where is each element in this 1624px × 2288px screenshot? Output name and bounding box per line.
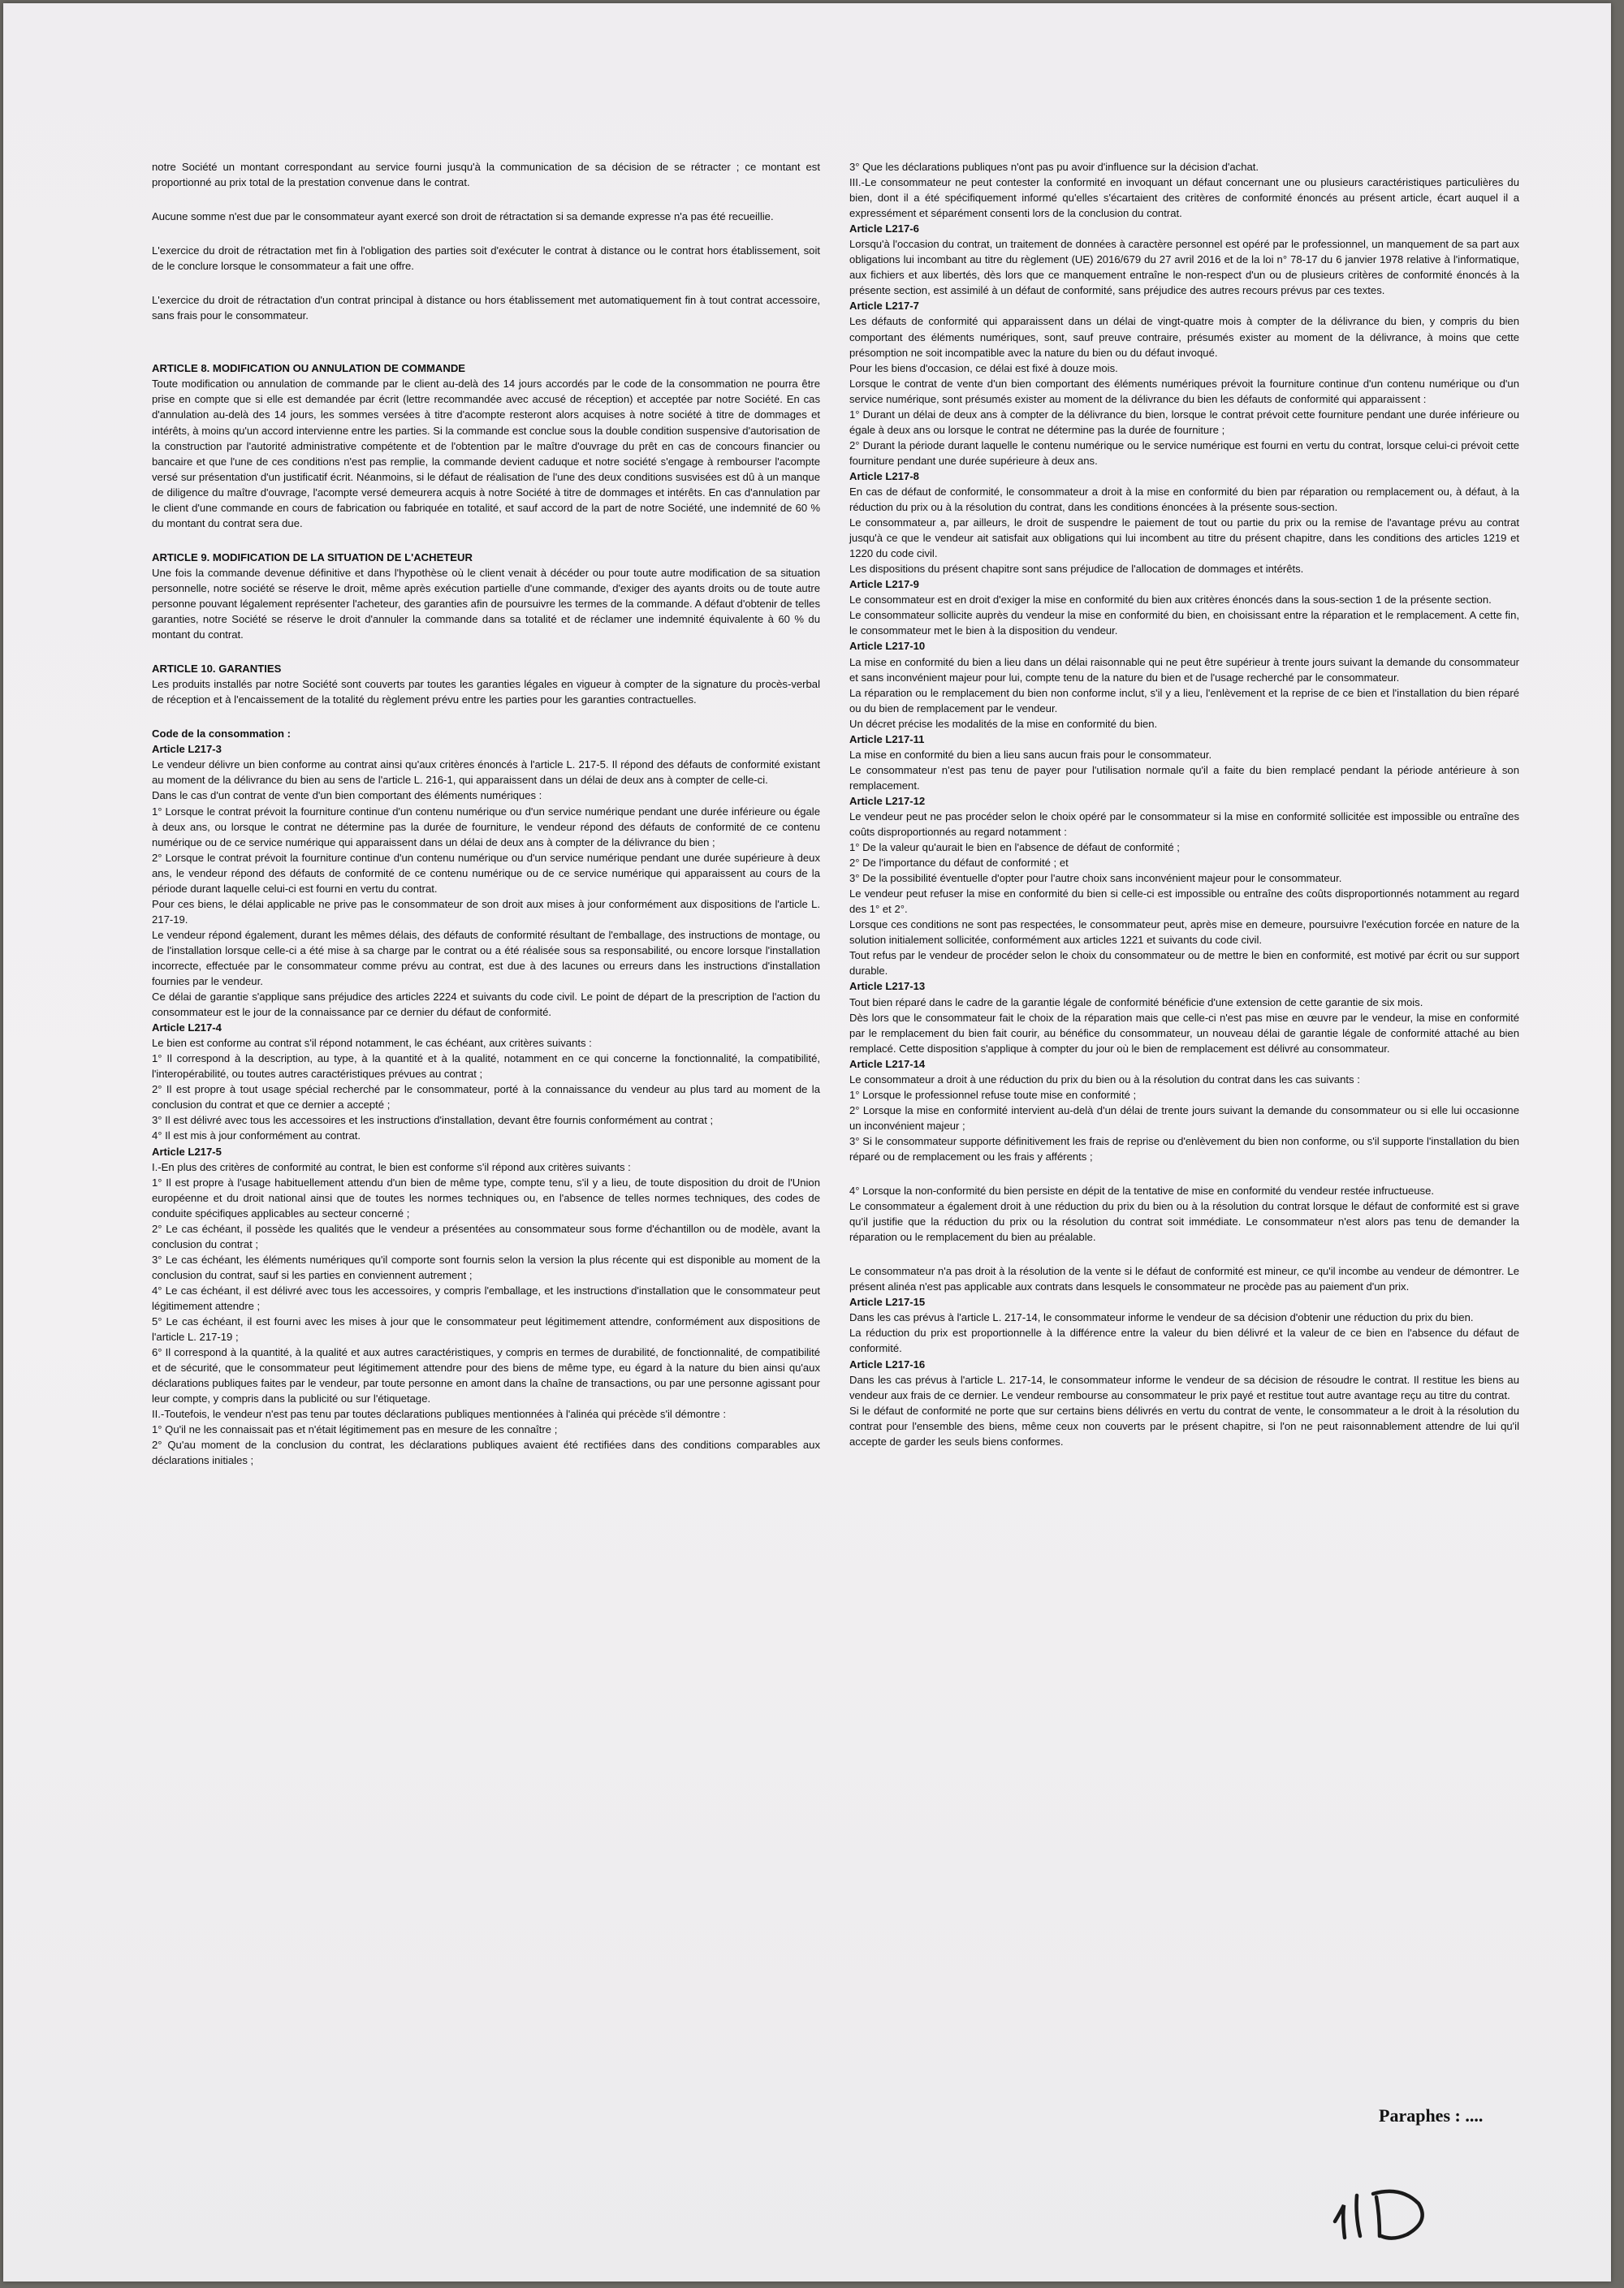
left-column (152, 159, 820, 1469)
paragraph: Le consommateur n'est pas tenu de payer pour l'utilisation normale qu'il a faite du bien remplacé pendant la période antérieure à son remplacement. (849, 763, 1519, 792)
paragraph: Le consommateur a droit à une réduction du prix du bien ou à la résolution du contrat dans les cas suivants : (849, 1073, 1360, 1086)
paragraph: Le consommateur sollicite auprès du vendeur la mise en conformité du bien, en choisissant entre la réparation et le remplacement. A cette fin, le consommateur met le bien à la disposition du vendeur. (849, 609, 1519, 637)
paragraph: 1° Qu'il ne les connaissait pas et n'était légitimement pas en mesure de les connaître ; (152, 1423, 558, 1436)
paragraph: Le vendeur répond également, durant les mêmes délais, des défauts de conformité résultant de l'emballage, des instructions de montage, ou de l'installation lorsque celle-ci a été mise à sa charge par le contrat ou a été réalisée sous sa responsabilité, ou encore lorsque l'installation incorrecte, effectuée par le consommateur comme prévu au contrat, est due à des lacunes ou erreurs dans les instructions d'installation fournies par le vendeur. (152, 928, 820, 988)
paragraph: 3° Que les déclarations publiques n'ont pas pu avoir d'influence sur la décision d'achat. (849, 161, 1259, 173)
section-l217-11 (849, 732, 1519, 793)
paragraph: 2° De l'importance du défaut de conformité ; et (849, 857, 1069, 870)
article-code-title: Article L217-16 (849, 1358, 926, 1371)
paragraph: III.-Le consommateur ne peut contester la conformité en invoquant un défaut concernant une ou plusieurs caractéristiques particulières du bien, dont il a été spécifiquement informé qu'elles s'écartaient des critères de conformité énoncés au présent article, écart auquel il a expressément et séparément consenti lors de la conclusion du contrat. (849, 176, 1519, 220)
paragraph: 1° Lorsque le contrat prévoit la fourniture continue d'un contenu numérique ou d'un service numérique pendant une durée inférieure ou égale à deux ans, ou lorsque le contrat ne détermine pas la durée de fourniture, le vendeur répond des défauts de conformité de ce contenu numérique ou de ce service numérique qui apparaissent dans un délai de deux ans à compter de la délivrance du bien ; (152, 805, 820, 848)
paragraph: 1° Durant un délai de deux ans à compter de la délivrance du bien, lorsque le contrat prévoit cette fourniture pendant une durée inférieure ou égale à deux ans ou lorsque le contrat ne détermine pas la durée de fourniture ; (849, 408, 1519, 436)
paraphes-label: Paraphes : .... (1379, 2105, 1484, 2126)
section-l217-7 (849, 298, 1519, 468)
paragraph: Dans le cas d'un contrat de vente d'un bien comportant des éléments numériques : (152, 789, 542, 802)
paragraph: 4° Lorsque la non-conformité du bien persiste en dépit de la tentative de mise en conformité du vendeur restée infructueuse. (849, 1185, 1435, 1198)
paragraph: 2° Qu'au moment de la conclusion du contrat, les déclarations publiques avaient été rectifiées dans des conditions comparables aux déclarations initiales ; (152, 1439, 820, 1467)
paragraph: 1° Il est propre à l'usage habituellement attendu d'un bien de même type, compte tenu, s'il y a lieu, de toute disposition du droit de l'Union européenne et du droit national ainsi que de toutes les normes techniques ou, en l'absence de telles normes techniques, des codes de conduite spécifiques applicables au secteur concerné ; (152, 1176, 820, 1220)
paragraph: Le vendeur peut ne pas procéder selon le choix opéré par le consommateur si la mise en conformité sollicitée est impossible ou entraîne des coûts disproportionnés au regard notamment : (849, 809, 1519, 839)
paragraph: Le consommateur n'a pas droit à la résolution de la vente si le défaut de conformité est mineur, ce qu'il incombe au vendeur de démontrer. Le présent alinéa n'est pas applicable aux contrats dans lesquels le consommateur ne procède pas au paiement d'un prix. (849, 1265, 1519, 1293)
paragraph: 2° Le cas échéant, il possède les qualités que le vendeur a présentées au consommateur sous forme d'échantillon ou de modèle, avant la conclusion du contrat ; (152, 1222, 820, 1250)
section-l217-14 (849, 1056, 1519, 1164)
article-code-title: Article L217-10 (849, 640, 926, 653)
paragraph: I.-En plus des critères de conformité au contrat, le bien est conforme s'il répond aux critères suivants : (152, 1160, 631, 1173)
paragraph: 2° Lorsque la mise en conformité intervient au-delà d'un délai de trente jours suivant la demande du consommateur ou si elle lui occasionne un inconvénient majeur ; (849, 1103, 1519, 1132)
paragraph: Si le défaut de conformité ne porte que sur certains biens délivrés en vertu du contrat de vente, le consommateur a le droit à la résolution du contrat pour l'ensemble des biens, même ceux non couverts par le présent chapitre, si l'on ne peut raisonnablement attendre de lui qu'il accepte de garder les seuls biens conformes. (849, 1404, 1519, 1448)
article-code-title: Article L217-7 (849, 300, 919, 313)
paragraph: L'exercice du droit de rétractation met fin à l'obligation des parties soit d'exécuter le contrat à distance ou le contrat hors établissement, soit de le conclure lorsque le consommateur a fait une offre. (152, 244, 820, 273)
paragraph: 2° Lorsque le contrat prévoit la fourniture continue d'un contenu numérique ou d'un service numérique pendant une durée supérieure à deux ans, le vendeur répond des défauts de conformité de ce contenu numérique ou de ce service numérique qui apparaissent au cours de la période durant laquelle celui-ci est fourni en vertu du contrat. (152, 851, 820, 895)
article-9-text: Une fois la commande devenue définitive et dans l'hypothèse où le client venait à décéder ou pour toute autre modification de sa situation personnelle, notre société se réserve le droit, même après exécution partielle d'une commande, d'exiger des ayants droits ou de toute autre personne pouvant légalement représenter l'acheteur, des garanties afin de poursuivre les termes de la commande. A défaut d'obtenir de telles garanties, notre Société se réserve le droit d'annuler la commande dans sa totalité et de réclamer une indemnité équivalente à 60 % du montant du contrat. (152, 566, 820, 641)
section-l217-5 (152, 1144, 820, 1469)
article-code-title: Article L217-13 (849, 980, 926, 993)
section-l217-8 (849, 468, 1519, 576)
paragraph: Pour ces biens, le délai applicable ne prive pas le consommateur de son droit aux mises à jour conformément aux dispositions de l'article L. 217-19. (152, 897, 820, 926)
paragraph: 5° Le cas échéant, il est fourni avec les mises à jour que le consommateur peut légitimement attendre, conformément aux dispositions de l'article L. 217-19 ; (152, 1315, 820, 1344)
paragraph: Tout bien réparé dans le cadre de la garantie légale de conformité bénéficie d'une extension de cette garantie de six mois. (849, 995, 1423, 1008)
paragraph: 3° Si le consommateur supporte définitivement les frais de reprise ou d'enlèvement du bien non conforme, ou s'il supporte l'installation du bien réparé ou de remplacement ou les frais y afférents ; (849, 1134, 1519, 1163)
paragraph: 2° Il est propre à tout usage spécial recherché par le consommateur, porté à la connaissance du vendeur au plus tard au moment de la conclusion du contrat et que ce dernier a accepté ; (152, 1083, 820, 1112)
handwritten-initials-signature (1323, 2165, 1445, 2254)
paragraph: II.-Toutefois, le vendeur n'est pas tenu par toutes déclarations publiques mentionnées à l'alinéa qui précède s'il démontre : (152, 1408, 726, 1421)
section-l217-13 (849, 978, 1519, 1056)
right-column (849, 159, 1519, 1449)
article-code-title: Article L217-5 (152, 1145, 222, 1158)
article-code-title: Article L217-12 (849, 794, 926, 807)
paragraph: Les défauts de conformité qui apparaissent dans un délai de vingt-quatre mois à compter de la délivrance du bien, y compris du bien comportant des éléments numériques, sont, sauf preuve contraire, présumés exister au moment de la délivrance, à moins que cette présomption ne soit incompatible avec la nature du bien ou du défaut invoqué. (849, 315, 1519, 359)
paragraph: Dès lors que le consommateur fait le choix de la réparation mais que celle-ci n'est pas mise en œuvre par le vendeur, la mise en conformité par le remplacement du bien fait courir, au bénéfice du consommateur, un nouveau délai de garantie légale de conformité attaché au bien remplacé. Cette disposition s'applique à compter du jour où le bien de remplacement est délivré au consommateur. (849, 1011, 1519, 1055)
paragraph: Le consommateur est en droit d'exiger la mise en conformité du bien aux critères énoncés dans la sous-section 1 de la présente section. (849, 594, 1492, 607)
paragraph: La mise en conformité du bien a lieu sans aucun frais pour le consommateur. (849, 748, 1212, 761)
paragraph: 6° Il correspond à la quantité, à la qualité et aux autres caractéristiques, y compris en termes de durabilité, de fonctionnalité, de compatibilité et de sécurité, que le consommateur peut légitimement attendre pour des biens de même type, eu égard à la nature du bien ainsi qu'aux déclarations publiques faites par le vendeur, par toute personne en amont dans la chaîne de transactions, ou par une personne agissant pour leur compte, y compris dans la publicité ou sur l'étiquetage. (152, 1346, 820, 1405)
paragraph: 1° De la valeur qu'aurait le bien en l'absence de défaut de conformité ; (849, 841, 1180, 854)
article-10-title: ARTICLE 10. GARANTIES (152, 663, 282, 676)
section-l217-4 (152, 1020, 820, 1143)
paragraph: Le vendeur peut refuser la mise en conformité du bien si celle-ci est impossible ou entraîne des coûts disproportionnés notamment au regard des 1° et 2°. (849, 887, 1519, 916)
paragraph: 3° Il est délivré avec tous les accessoires et les instructions d'installation, devant être fournis conformément au contrat ; (152, 1114, 714, 1127)
article-code-title: Article L217-8 (849, 469, 919, 482)
article-code-title: Article L217-6 (849, 222, 919, 235)
section-l217-14-c (849, 1263, 1519, 1294)
article-9-title: ARTICLE 9. MODIFICATION DE LA SITUATION DE L'ACHETEUR (152, 550, 473, 563)
paragraph: Le vendeur délivre un bien conforme au contrat ainsi qu'aux critères énoncés à l'article L. 217-5. Il répond des défauts de conformité existant au moment de la délivrance du bien au sens de l'article L. 216-1, qui apparaissent dans un délai de deux ans à compter de celle-ci. (152, 758, 820, 787)
paragraph: Le consommateur a, par ailleurs, le droit de suspendre le paiement de tout ou partie du prix ou la remise de l'avantage prévu au contrat jusqu'à ce que le vendeur ait satisfait aux obligations qui lui incombent au titre du présent chapitre, dans les conditions des articles 1219 et 1220 du code civil. (849, 516, 1519, 560)
paragraph: Ce délai de garantie s'applique sans préjudice des articles 2224 et suivants du code civil. Le point de départ de la prescription de l'action du consommateur est le jour de la connaissance par ce dernier du défaut de conformité. (152, 991, 820, 1019)
contract-page (3, 3, 1611, 2282)
paragraph: Le bien est conforme au contrat s'il répond notamment, le cas échéant, aux critères suivants : (152, 1037, 592, 1050)
paragraph: 3° Le cas échéant, les éléments numériques qu'il comporte sont fournis selon la version la plus récente qui est disponible au moment de la conclusion du contrat, sauf si les parties en conviennent autrement ; (152, 1253, 820, 1281)
code-consommation-heading: Code de la consommation : (152, 727, 291, 740)
paragraph: 1° Lorsque le professionnel refuse toute mise en conformité ; (849, 1088, 1137, 1101)
article-code-title: Article L217-11 (849, 732, 925, 745)
section-l217-6 (849, 221, 1519, 298)
paragraph: 4° Il est mis à jour conformément au contrat. (152, 1129, 361, 1142)
paragraph: La mise en conformité du bien a lieu dans un délai raisonnable qui ne peut être supérieur à trente jours suivant la demande du consommateur et sans inconvénient majeur pour lui, compte tenu de la nature du bien et de l'usage recherché par le consommateur. (849, 655, 1519, 684)
section-l217-12 (849, 793, 1519, 979)
paragraph: Le consommateur a également droit à une réduction du prix du bien ou à la résolution du contrat lorsque le défaut de conformité est si grave qu'il justifie que la réduction du prix ou la résolution du contrat soit immédiate. Le consommateur n'est alors pas tenu de demander la réparation ou le remplacement du bien au préalable. (849, 1200, 1519, 1244)
paragraph: Aucune somme n'est due par le consommateur ayant exercé son droit de rétractation si sa demande expresse n'a pas été recueillie. (152, 210, 774, 223)
paragraph: La réduction du prix est proportionnelle à la différence entre la valeur du bien délivré et la valeur de ce bien en l'absence du défaut de conformité. (849, 1327, 1519, 1355)
article-code-title: Article L217-14 (849, 1057, 926, 1070)
article-code-title: Article L217-3 (152, 743, 222, 756)
paragraph: Dans les cas prévus à l'article L. 217-14, le consommateur informe le vendeur de sa décision de résoudre le contrat. Il restitue les biens au vendeur aux frais de ce dernier. Le vendeur rembourse au consommateur le prix payé et restitue tout autre avantage reçu au titre du contrat. (849, 1373, 1519, 1401)
paragraph: Lorsqu'à l'occasion du contrat, un traitement de données à caractère personnel est opéré par le professionnel, un manquement de sa part aux obligations lui incombant au titre du règlement (UE) 2016/679 du 27 avril 2016 et de la loi n° 78-17 du 6 janvier 1978 relative à l'informatique, aux fichiers et aux libertés, dès lors que ce manquement entraîne le non-respect d'un ou de plusieurs critères de conformité énoncés à la présente section, est assimilé à un défaut de conformité, sans préjudice des autres recours prévus par ces textes. (849, 238, 1519, 297)
article-10-text: Les produits installés par notre Société sont couverts par toutes les garanties légales en vigueur à compter de la signature du procès-verbal de réception et à l'encaissement de la totalité du règlement prévu entre les parties pour les garanties contractuelles. (152, 678, 820, 706)
article-8-text: Toute modification ou annulation de commande par le client au-delà des 14 jours accordés par le code de la consommation ne pourra être prise en compte que si elle est demandée par écrit (lettre recommandée avec accusé de réception) et acceptée par notre Société. En cas d'annulation au-delà des 14 jours, les sommes versées à titre d'acompte resteront alors acquises à notre société à titre de dommages et intérêts, à moins qu'un accord intervienne entre les parties. Si la commande est conclue sous la double condition suspensive d'autorisation de la construction par l'autorité administrative compétente et de l'obtention par le maître d'ouvrage du prêt en cas de concours financier ou bancaire et que l'une de ces conditions n'est pas remplie, la commande devient caduque et notre société s'engage à rembourser l'acompte versé sur présentation d'un justificatif écrit. Néanmoins, si le défaut de réalisation de l'une des deux conditions susvisées est dû à un manque de diligence du maître d'ouvrage, l'acompte versé demeurera acquis à notre Société à titre de dommages et intérêts. En cas d'annulation par le client d'une commande en cours de fabrication ou fabriquée en totalité, et sauf accord de la part de notre Société, une indemnité de 60 % du montant du contrat sera due. (152, 378, 820, 529)
paragraph: Tout refus par le vendeur de procéder selon le choix du consommateur ou de mettre le bien en conformité, est motivé par écrit ou sur support durable. (849, 949, 1519, 978)
section-l217-3 (152, 741, 820, 1020)
section-l217-9 (849, 576, 1519, 638)
paragraph: notre Société un montant correspondant au service fourni jusqu'à la communication de sa décision de se rétracter ; ce montant est proportionné au prix total de la prestation convenue dans le contrat. (152, 161, 820, 189)
paragraph: 3° De la possibilité éventuelle d'opter pour l'autre choix sans inconvénient majeur pour le consommateur. (849, 872, 1342, 885)
paragraph: Pour les biens d'occasion, ce délai est fixé à douze mois. (849, 361, 1118, 374)
paragraph: L'exercice du droit de rétractation d'un contrat principal à distance ou hors établissement met automatiquement fin à tout contrat accessoire, sans frais pour le consommateur. (152, 294, 820, 322)
paragraph: 1° Il correspond à la description, au type, à la quantité et à la qualité, notamment en ce qui concerne la fonctionnalité, la compatibilité, l'interopérabilité, ou toutes autres caractéristiques prévues au contrat ; (152, 1052, 820, 1081)
section-l217-16 (849, 1357, 1519, 1449)
article-code-title: Article L217-9 (849, 578, 919, 591)
article-code-title: Article L217-15 (849, 1296, 926, 1309)
article-8-title: ARTICLE 8. MODIFICATION OU ANNULATION DE COMMANDE (152, 362, 466, 375)
article-code-title: Article L217-4 (152, 1021, 222, 1034)
paragraph: Lorsque le contrat de vente d'un bien comportant des éléments numériques prévoit la fourniture continue d'un contenu numérique ou d'un service numérique, sont présumés exister au moment de la délivrance du bien les défauts de conformité qui apparaissent : (849, 377, 1519, 405)
section-l217-10 (849, 638, 1519, 731)
paragraph: Dans les cas prévus à l'article L. 217-14, le consommateur informe le vendeur de sa décision d'obtenir une réduction du prix du bien. (849, 1311, 1474, 1324)
section-l217-14-b (849, 1183, 1519, 1245)
section-l217-15 (849, 1294, 1519, 1356)
paragraph: En cas de défaut de conformité, le consommateur a droit à la mise en conformité du bien par réparation ou remplacement ou, à défaut, à la réduction du prix ou à la résolution du contrat, dans les conditions énoncées à la présente sous-section. (849, 485, 1519, 514)
paragraph: Un décret précise les modalités de la mise en conformité du bien. (849, 717, 1158, 730)
paragraph: Lorsque ces conditions ne sont pas respectées, le consommateur peut, après mise en demeure, poursuivre l'exécution forcée en nature de la solution initialement sollicitée, conformément aux articles 1221 et suivants du code civil. (849, 918, 1519, 947)
paragraph: La réparation ou le remplacement du bien non conforme inclut, s'il y a lieu, l'enlèvement et la reprise de ce bien et l'installation du bien réparé ou du bien de remplacement par le vendeur. (849, 686, 1519, 714)
paragraph: 2° Durant la période durant laquelle le contenu numérique ou le service numérique est fourni en vertu du contrat, lorsque celui-ci prévoit cette fourniture pendant une durée supérieure à deux ans. (849, 438, 1519, 467)
paragraph: 4° Le cas échéant, il est délivré avec tous les accessoires, y compris l'emballage, et les instructions d'installation que le consommateur peut légitimement attendre ; (152, 1284, 820, 1312)
paragraph: Les dispositions du présent chapitre sont sans préjudice de l'allocation de dommages et intérêts. (849, 563, 1304, 576)
